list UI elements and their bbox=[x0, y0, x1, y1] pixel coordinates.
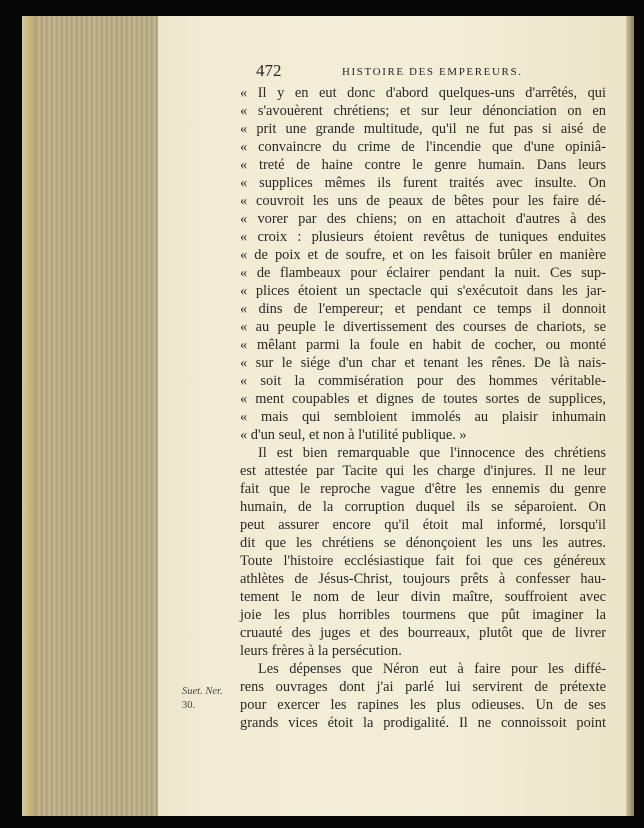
text-line: « couvroit les uns de peaux de bêtes pour les faire dé- bbox=[240, 193, 606, 209]
text-line: « prit une grande multitude, qu'il ne fut pas si aisé de bbox=[240, 121, 606, 137]
text-line: pour exercer les rapines les plus odieuses. Un de ses bbox=[240, 697, 606, 713]
text-line: « croix : plusieurs étoient revêtus de tuniques enduites bbox=[240, 229, 606, 245]
page-number: 472 bbox=[256, 61, 282, 80]
text-line: « convaincre du crime de l'incendie que d'une opiniâ- bbox=[240, 139, 606, 155]
text-line: « de poix et de soufre, et on les faisoit brûler en manière bbox=[240, 247, 606, 263]
text-line: cruauté des juges et des bourreaux, plutôt que de livrer bbox=[240, 625, 606, 641]
text-line: « mais qui sembloient immolés au plaisir inhumain bbox=[240, 409, 606, 425]
text-line: « Il y en eut donc d'abord quelques-uns d'arrêtés, qui bbox=[240, 85, 606, 101]
text-line: « treté de haine contre le genre humain. Dans leurs bbox=[240, 157, 606, 173]
book-cover-edge bbox=[22, 16, 36, 816]
text-line: « sur le siége d'un char et tenant les rênes. De là nais- bbox=[240, 355, 606, 371]
book-binding bbox=[626, 16, 634, 816]
text-line: « supplices mêmes ils furent traités avec insulte. On bbox=[240, 175, 606, 191]
text-line: peut assurer encore qu'il étoit mal informé, lorsqu'il bbox=[240, 517, 606, 533]
text-line: « de flambeaux pour éclairer pendant la nuit. Ces sup- bbox=[240, 265, 606, 281]
text-line: « plices étoient un spectacle qui s'exécutoit dans les jar- bbox=[240, 283, 606, 299]
running-title: HISTOIRE DES EMPEREURS. bbox=[342, 66, 523, 78]
text-line: humain, de la corruption duquel ils se séparoient. On bbox=[240, 499, 606, 515]
paragraph-start-line: Les dépenses que Néron eut à faire pour les diffé- bbox=[258, 661, 606, 677]
text-line: « soit la commisération pour des hommes véritable- bbox=[240, 373, 606, 389]
text-line: « s'avouèrent chrétiens; et sur leur dénonciation on en bbox=[240, 103, 606, 119]
text-line: rens ouvrages dont j'ai parlé lui servirent de prétexte bbox=[240, 679, 606, 695]
paragraph-start-line: Il est bien remarquable que l'innocence des chrétiens bbox=[258, 445, 606, 461]
text-line: grands vices étoit la prodigalité. Il ne connoissoit point bbox=[240, 715, 606, 731]
text-line: leurs frères à la persécution. bbox=[240, 643, 402, 659]
text-line: tement le nom de leur divin maître, souffroient avec bbox=[240, 589, 606, 605]
margin-note-chapter: 30. bbox=[182, 700, 196, 711]
margin-note-source: Suet. Ner. bbox=[182, 686, 223, 697]
text-line: « mêlant parmi la foule en habit de cocher, ou monté bbox=[240, 337, 606, 353]
text-line: « dins de l'empereur; et pendant ce temps il donnoit bbox=[240, 301, 606, 317]
text-line: « d'un seul, et non à l'utilité publique. » bbox=[240, 427, 467, 443]
text-line: Toute l'histoire ecclésiastique fait foi que ces généreux bbox=[240, 553, 606, 569]
text-line: athlètes de Jésus-Christ, toujours prêts à confesser hau- bbox=[240, 571, 606, 587]
page-body bbox=[240, 84, 606, 732]
text-line: joie les plus horribles tourmens que pût imaginer la bbox=[240, 607, 606, 623]
book-fore-edge bbox=[22, 16, 159, 816]
text-line: est attestée par Tacite qui les charge d'injures. Il ne leur bbox=[240, 463, 606, 479]
text-line: « vorer par des chiens; on en attachoit d'autres à des bbox=[240, 211, 606, 227]
text-line: « au peuple le divertissement des courses de chariots, se bbox=[240, 319, 606, 335]
text-line: fait que le reproche vague d'être les ennemis du genre bbox=[240, 481, 606, 497]
page-header bbox=[256, 61, 616, 83]
text-line: dit que les chrétiens se dénonçoient les uns les autres. bbox=[240, 535, 606, 551]
text-line: « ment coupables et dignes de toutes sortes de supplices, bbox=[240, 391, 606, 407]
